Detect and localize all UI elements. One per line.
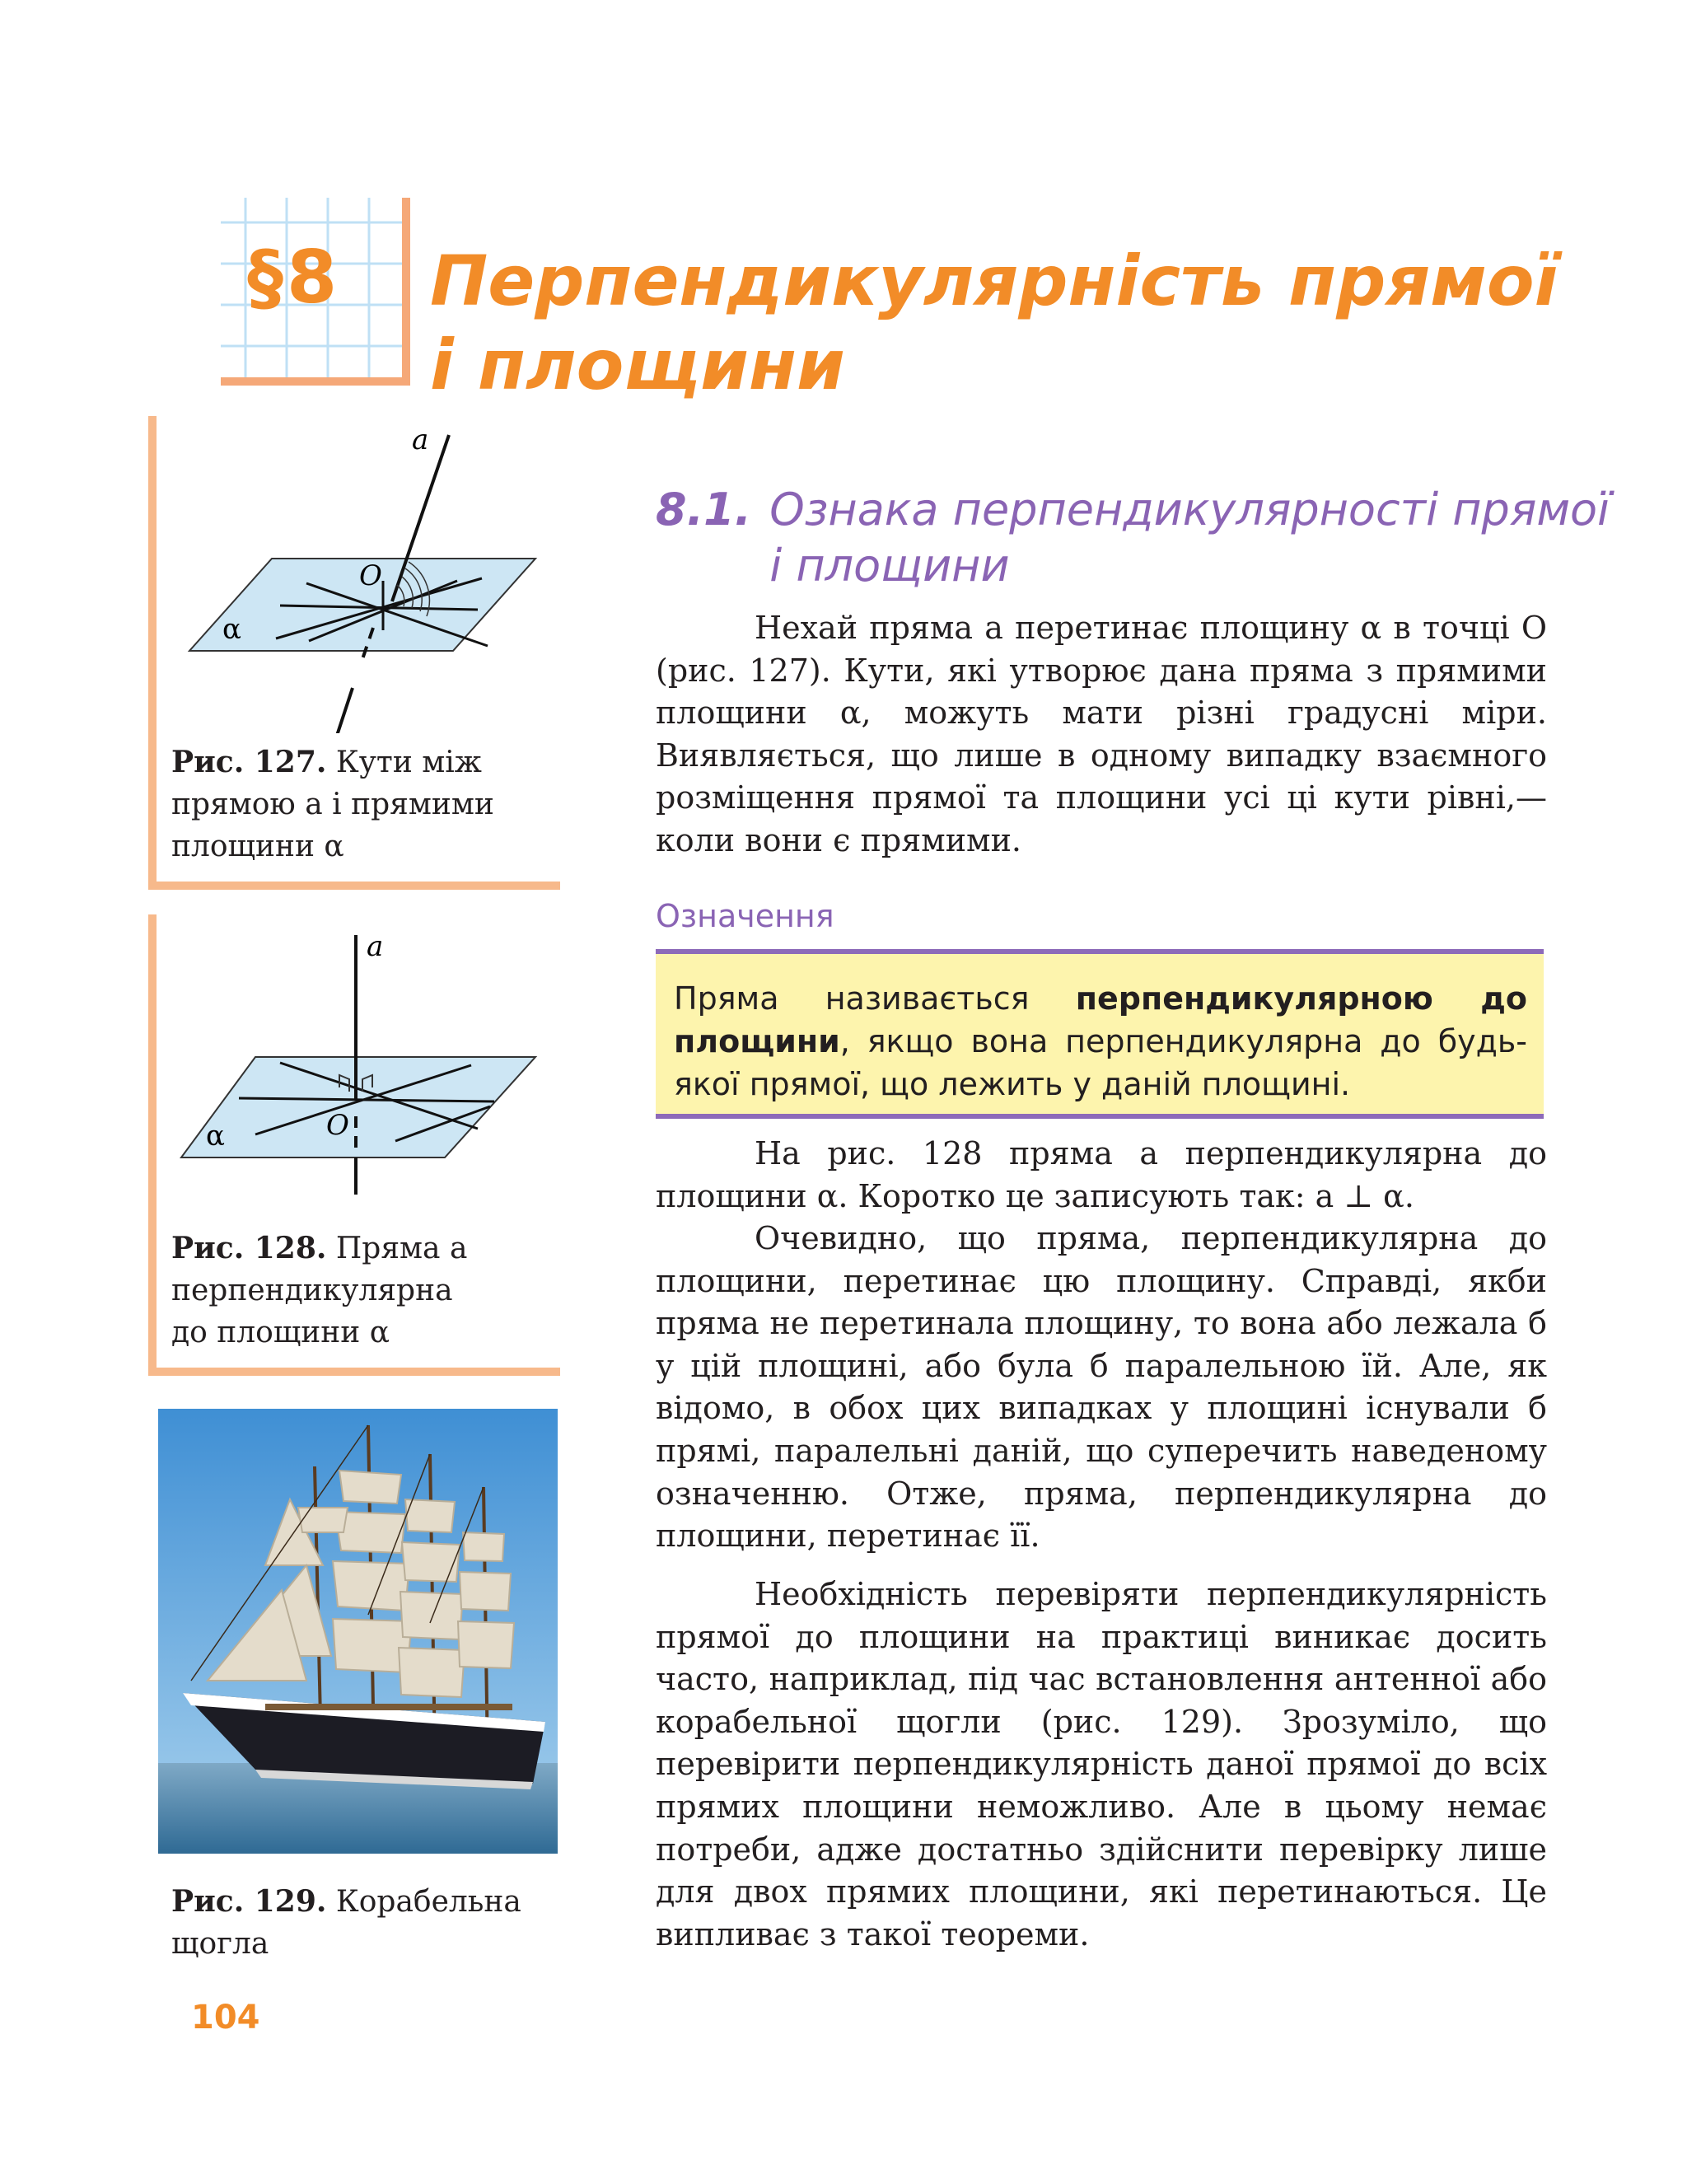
subsection-title-line2: і площини [769, 540, 1010, 592]
paragraph-3: Очевидно, що пряма, перпендикулярна до площини, перетинає цю площину. Справді, якби пряма не перетинала площину, то вона або лежала б у цій площині, або була б паралельною їй. Але, як відомо, в обох цих випадках у площині існували б прямі, паралельні даній, що суперечить наведеному означенню. Отже, пряма, перпендикулярна до площини, перетинає її. [656, 1220, 1547, 1555]
chapter-title [430, 239, 1558, 407]
chapter-title-line1: Перпендикулярність прямої [430, 241, 1558, 321]
definition-label: Означення [656, 898, 834, 934]
caption-text: щогла [171, 1927, 269, 1961]
label-a: a [412, 423, 429, 456]
definition-text: Пряма називається перпендикулярною до площини, якщо вона перпендикулярна до будь-якої прямої, що лежить у даній площині. [674, 980, 1527, 1102]
figure-128-caption [171, 1228, 467, 1354]
chapter-title-line2: і площини [430, 325, 845, 405]
label-alpha: α [206, 1120, 225, 1153]
subsection-number: 8.1. [656, 484, 752, 535]
caption-text: перпендикулярна [171, 1274, 453, 1307]
label-o: O [326, 1109, 349, 1142]
figure-127-caption [171, 741, 494, 868]
plane-alpha [181, 1057, 535, 1157]
paragraph-2: На рис. 128 пряма a перпендикулярна до площини α. Коротко це записують так: a ⊥ α. [656, 1135, 1547, 1214]
label-o: O [359, 559, 382, 592]
definition-box [656, 949, 1544, 1119]
figure-127-diagram [165, 420, 560, 733]
caption-number: Рис. 129. [171, 1884, 327, 1919]
caption-text: площини α [171, 830, 344, 863]
caption-text: Пряма a [335, 1232, 468, 1265]
label-alpha: α [222, 613, 241, 646]
caption-text: Кути між [335, 746, 482, 779]
caption-text: до площини α [171, 1316, 390, 1349]
caption-text: Корабельна [335, 1885, 521, 1919]
section-number: §8 [247, 235, 341, 320]
subsection-title [656, 482, 1610, 594]
caption-number: Рис. 128. [171, 1231, 327, 1265]
page-number: 104 [191, 1999, 260, 2037]
ship-photo [158, 1409, 558, 1854]
caption-text: прямою a і прямими [171, 788, 494, 821]
label-a: a [367, 930, 384, 963]
caption-number: Рис. 127. [171, 745, 327, 779]
paragraph-4: Необхідність перевіряти перпендикулярність прямої до площини на практиці виникає досить часто, наприклад, під час встановлення антенної або корабельної щогли (рис. 129). Зрозуміло, що перевірити перпендикулярність даної прямої до всіх прямих площини неможливо. Але в цьому немає потреби, адже достатньо здійснити перевірку лише для двох прямих площини, які перетинаються. Це випливає з такої теореми. [656, 1576, 1547, 1953]
figure-128-diagram [165, 919, 560, 1215]
subsection-title-line1: Ознака перпендикулярності прямої [769, 484, 1610, 535]
figure-129-caption [171, 1881, 521, 1965]
definition-term: перпендикулярною до площини [674, 980, 1527, 1059]
paragraph-1: Нехай пряма a перетинає площину α в точці O (рис. 127). Кути, які утворює дана пряма з прямими площини α, можуть мати різні градусні міри. Виявляється, що лише в одному випадку взаємного розміщення прямої та площини усі ці кути рівні,— коли вони є прямими. [656, 610, 1547, 858]
